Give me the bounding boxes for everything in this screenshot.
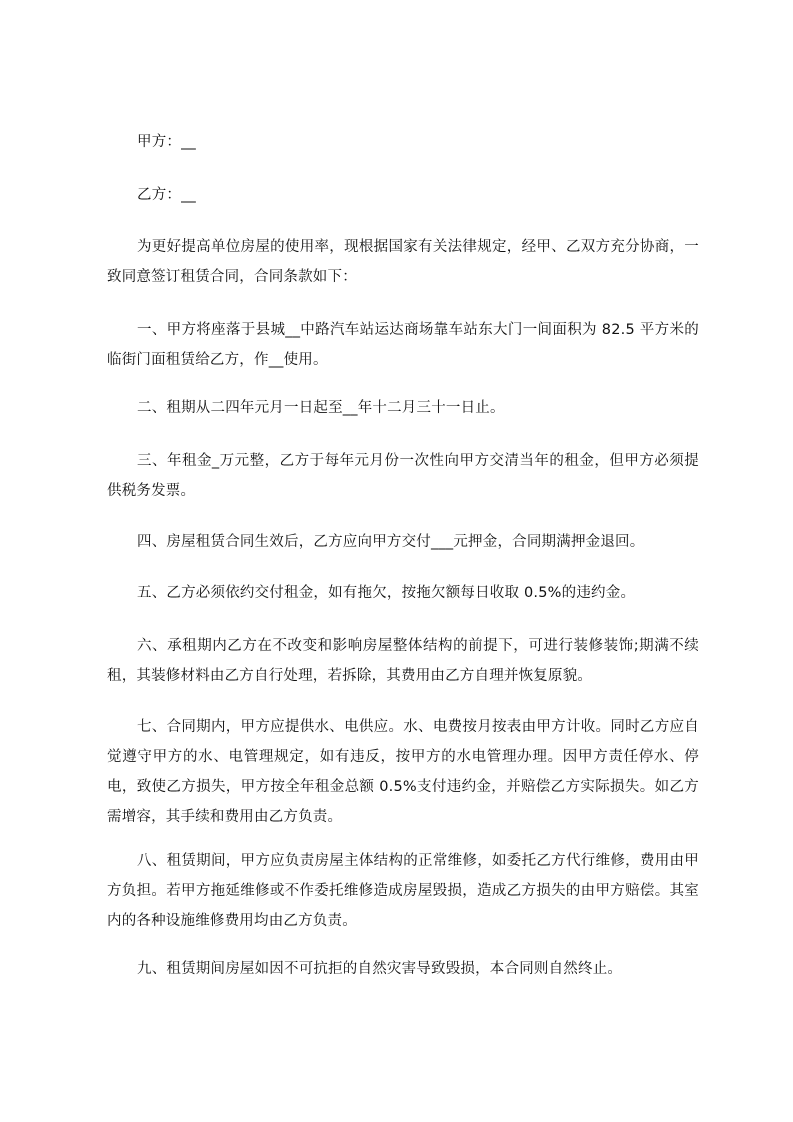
clause-6: 六、承租期内乙方在不改变和影响房屋整体结构的前提下，可进行装修装饰;期满不续租，其装修材料由乙方自行处理，若拆除，其费用由乙方自理并恢复原貌。 <box>107 638 699 684</box>
clause-5: 五、乙方必须依约交付租金，如有拖欠，按拖欠额每日收取 0.5%的违约金。 <box>137 585 636 601</box>
party-a-line: 甲方：__ <box>137 134 196 150</box>
clause-7: 七、合同期内，甲方应提供水、电供应。水、电费按月按表由甲方计收。同时乙方应自觉遵守甲方的水、电管理规定，如有违反，按甲方的水电管理办理。因甲方责任停水、停电，致使乙方损失，甲方按全年租金总额 0.5%支付违约金，并赔偿乙方实际损失。如乙方需增容，其手续和费用由乙方负责。 <box>107 719 699 825</box>
clause-4: 四、房屋租赁合同生效后，乙方应向甲方交付___元押金，合同期满押金退回。 <box>137 534 645 550</box>
clause-2: 二、租期从二四年元月一日起至__年十二月三十一日止。 <box>137 400 505 416</box>
clause-1: 一、甲方将座落于县城__中路汽车站运达商场靠车站东大门一间面积为 82.5 平方米的临街门面租赁给乙方，作__使用。 <box>107 322 699 368</box>
clause-8: 八、租赁期间，甲方应负责房屋主体结构的正常维修，如委托乙方代行维修，费用由甲方负担。若甲方拖延维修或不作委托维修造成房屋毁损，造成乙方损失的由甲方赔偿。其室内的各种设施维修费用均由乙方负责。 <box>107 853 699 929</box>
clause-9: 九、租赁期间房屋如因不可抗拒的自然灾害导致毁损，本合同则自然终止。 <box>137 961 623 977</box>
party-b-line: 乙方：__ <box>137 187 196 203</box>
clause-3: 三、年租金_万元整，乙方于每年元月份一次性向甲方交清当年的租金，但甲方必须提供税务发票。 <box>107 453 699 499</box>
intro-paragraph: 为更好提高单位房屋的使用率，现根据国家有关法律规定，经甲、乙双方充分协商，一致同意签订租赁合同，合同条款如下： <box>107 239 699 285</box>
